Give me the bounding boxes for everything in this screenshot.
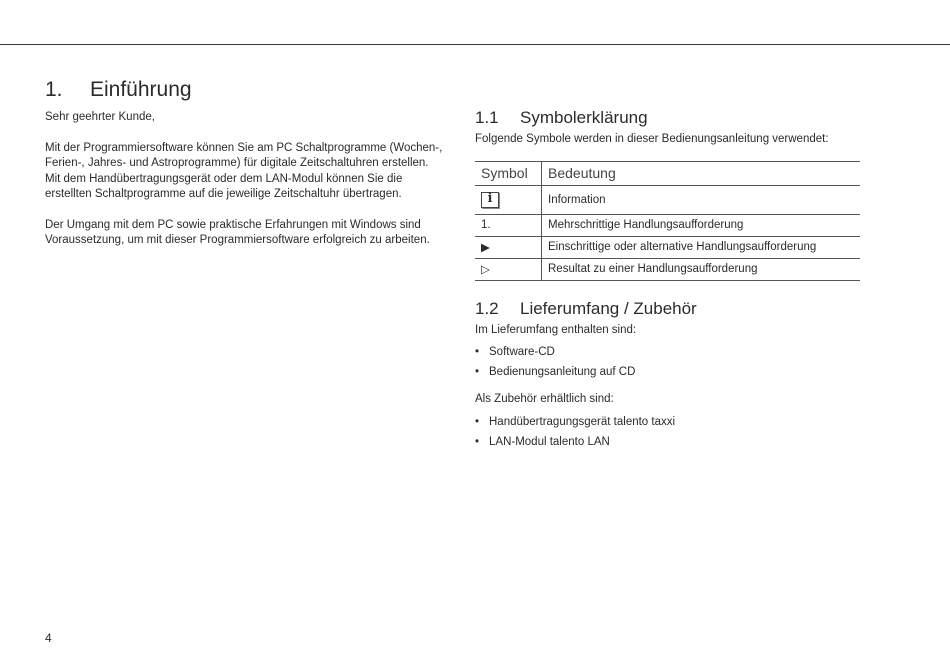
intro-paragraph-1: Mit der Programmiersoftware können Sie am PC Schaltprogramme (Wochen-, Ferien-, Jahres- und Astroprogramme) für digitale Zeitschaltuhren erstellen. Mit dem Handübertragungsgerät oder dem LAN-Modul können Sie die erstellten Schaltprogramme auf die jeweilige Zeitschaltuhr übertragen. [45, 141, 443, 200]
meaning-cell: Mehrschrittige Handlungsaufforderung [542, 214, 861, 236]
table-row [475, 236, 860, 258]
included-list [475, 342, 860, 382]
symbols-section [475, 106, 860, 281]
symbol-table [475, 161, 860, 281]
list-item: • Software-CD [475, 342, 860, 362]
right-column [475, 106, 860, 452]
symbols-number: 1.1 [475, 108, 499, 127]
header-meaning: Bedeutung [542, 161, 861, 185]
symbol-table-header [475, 161, 860, 185]
intro-heading [45, 76, 445, 104]
symbols-lead: Folgende Symbole werden in dieser Bedienungsanleitung verwendet: [475, 133, 829, 145]
meaning-cell: Einschrittige oder alternative Handlungsaufforderung [542, 236, 861, 258]
table-row [475, 258, 860, 280]
scope-heading [475, 297, 860, 321]
list-item: • Handübertragungsgerät talento taxxi [475, 412, 860, 432]
intro-section [45, 76, 445, 249]
outline-triangle-icon: ▷ [475, 258, 542, 280]
table-row [475, 214, 860, 236]
meaning-cell: Resultat zu einer Handlungsaufforderung [542, 258, 861, 280]
scope-number: 1.2 [475, 298, 499, 318]
included-lead: Im Lieferumfang enthalten sind: [475, 323, 637, 336]
accessories-list [475, 412, 860, 452]
symbols-heading [475, 106, 860, 130]
symbols-title: Symbolerklärung [520, 108, 648, 127]
bullet-icon: • [475, 435, 480, 448]
scope-section [475, 297, 860, 452]
intro-number: 1. [45, 78, 63, 101]
info-icon [481, 192, 499, 208]
list-item: • Bedienungsanleitung auf CD [475, 362, 860, 382]
symbol-cell [475, 185, 542, 214]
symbol-cell: 1. [475, 214, 542, 236]
header-rule [0, 44, 950, 45]
list-item: • LAN-Modul talento LAN [475, 432, 860, 452]
accessories-lead: Als Zubehör erhältlich sind: [475, 393, 614, 405]
filled-triangle-icon: ▶ [475, 236, 542, 258]
bullet-icon: • [475, 415, 480, 428]
scope-title: Lieferumfang / Zubehör [520, 298, 697, 318]
bullet-icon: • [475, 366, 480, 378]
table-row [475, 185, 860, 214]
intro-greeting: Sehr geehrter Kunde, [45, 111, 155, 123]
header-symbol: Symbol [475, 161, 542, 185]
intro-title: Einführung [90, 78, 192, 101]
meaning-cell: Information [542, 185, 861, 214]
intro-paragraph-2: Der Umgang mit dem PC sowie praktische Erfahrungen mit Windows sind Voraussetzung, um mit dieser Programmiersoftware erfolgreich zu arbeiten. [45, 218, 430, 246]
page-number: 4 [45, 631, 52, 645]
bullet-icon: • [475, 346, 480, 358]
